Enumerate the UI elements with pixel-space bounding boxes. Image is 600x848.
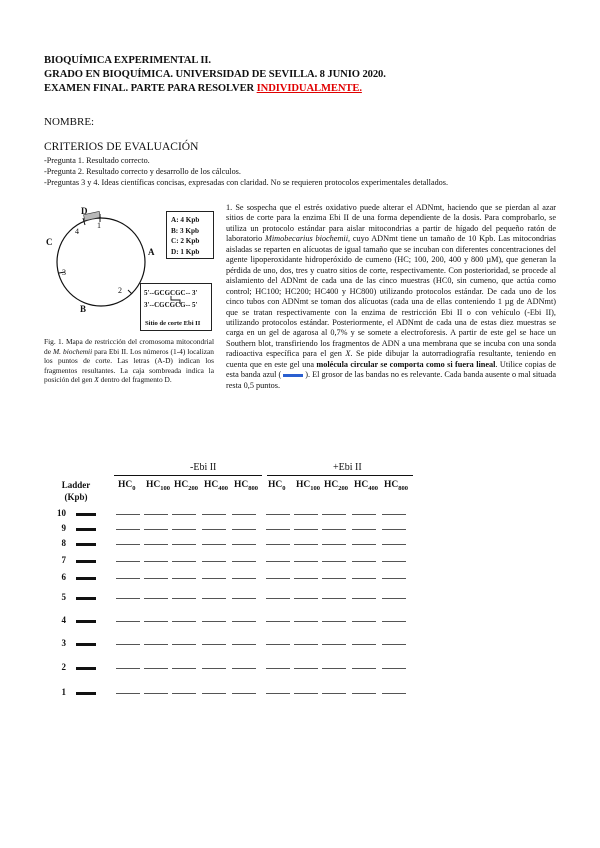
ladder-band	[76, 560, 96, 563]
answer-band-slot[interactable]	[294, 668, 318, 669]
cut-site-box	[140, 283, 212, 331]
ladder-size-label: 7	[61, 555, 66, 565]
cut-mark	[141, 284, 213, 320]
site-number-2: 2	[118, 286, 122, 295]
ladder-band	[76, 577, 96, 580]
question-text: 1. Se sospecha que el estrés oxidativo puede alterar el ADNmt, haciendo que se pierdan al azar sitios de corte para la enzima Ebi II de una forma dependiente de la dosis. Para comprobarlo, se utiliza un protocolo estándar para aislar mitocondrias a partir de hígado del pequeño ratón de laboratorio	[226, 203, 556, 244]
answer-band-slot[interactable]	[382, 693, 406, 694]
lane-header-sub: 800	[398, 484, 408, 492]
answer-band-slot[interactable]	[144, 529, 168, 530]
answer-band-slot[interactable]	[202, 561, 226, 562]
site-number-4: 4	[75, 227, 79, 236]
exam-title-line2: GRADO EN BIOQUÍMICA. UNIVERSIDAD DE SEVILLA. 8 JUNIO 2020.	[44, 69, 386, 80]
fragment-label-b: B	[80, 304, 87, 314]
ladder-band	[76, 528, 96, 531]
fragment-label-d: D	[81, 206, 88, 216]
answer-band-slot[interactable]	[144, 561, 168, 562]
site-label: Sitio de corte Ebi II	[145, 320, 201, 327]
answer-band-slot[interactable]	[116, 693, 140, 694]
answer-band-slot[interactable]	[232, 529, 256, 530]
lane-header	[268, 480, 286, 492]
answer-band-slot[interactable]	[352, 561, 376, 562]
legend-entry: A: 4 Kpb	[171, 216, 200, 224]
answer-band-slot[interactable]	[294, 598, 318, 599]
answer-band-slot[interactable]	[266, 621, 290, 622]
ladder-size-label: 3	[61, 638, 66, 648]
answer-band-slot[interactable]	[352, 514, 376, 515]
lane-header-sub: 0	[132, 484, 136, 492]
ladder-size-label: 9	[61, 523, 66, 533]
answer-band-slot[interactable]	[232, 598, 256, 599]
answer-band-slot[interactable]	[144, 693, 168, 694]
mtdna-circle	[57, 218, 145, 306]
answer-band-slot[interactable]	[172, 621, 196, 622]
answer-band-slot[interactable]	[382, 644, 406, 645]
answer-band-slot[interactable]	[266, 578, 290, 579]
answer-band-slot[interactable]	[116, 598, 140, 599]
answer-band-slot[interactable]	[322, 644, 346, 645]
answer-band-slot[interactable]	[294, 578, 318, 579]
criteria-title: CRITERIOS DE EVALUACIÓN	[44, 141, 199, 153]
answer-band-slot[interactable]	[116, 644, 140, 645]
answer-band-slot[interactable]	[294, 693, 318, 694]
site-sequence-bottom: 3'--CGCGCG-- 5'	[144, 301, 198, 309]
answer-band-slot[interactable]	[144, 644, 168, 645]
answer-band-slot[interactable]	[352, 529, 376, 530]
caption-text: para Ebi II. Los números (1-4) localizan los puntos de corte. Las letras (A-D) indican los fragmentos resultantes. La caja sombreada indica la posición del gen	[44, 346, 215, 385]
answer-band-slot[interactable]	[352, 668, 376, 669]
answer-band-slot[interactable]	[294, 514, 318, 515]
ladder-size-label: 2	[61, 662, 66, 672]
criteria-item: -Preguntas 3 y 4. Ideas científicas concisas, expresadas con claridad. No se requieren protocolos experimentales detallados.	[44, 178, 448, 187]
ladder-header-line: Ladder	[61, 480, 91, 490]
answer-band-slot[interactable]	[172, 693, 196, 694]
answer-band-slot[interactable]	[352, 544, 376, 545]
answer-band-slot[interactable]	[232, 561, 256, 562]
lane-header	[234, 480, 258, 492]
answer-band-slot[interactable]	[172, 598, 196, 599]
lane-header-sub: 100	[160, 484, 170, 492]
answer-band-slot[interactable]	[266, 529, 290, 530]
figure-caption	[44, 337, 214, 385]
caption-gene: X	[94, 375, 99, 385]
answer-band-slot[interactable]	[352, 621, 376, 622]
lane-header	[324, 480, 348, 492]
caption-species: M. biochemii	[53, 346, 93, 356]
answer-band-slot[interactable]	[232, 644, 256, 645]
answer-band-slot[interactable]	[266, 544, 290, 545]
answer-band-slot[interactable]	[294, 644, 318, 645]
answer-band-slot[interactable]	[266, 693, 290, 694]
site-number-3: 3	[62, 268, 66, 277]
criteria-item: -Pregunta 2. Resultado correcto y desarrollo de los cálculos.	[44, 167, 241, 176]
lane-header-base: HC	[296, 480, 311, 490]
exam-title-line3	[44, 82, 362, 96]
answer-band-slot[interactable]	[172, 529, 196, 530]
answer-band-slot[interactable]	[322, 544, 346, 545]
answer-band-slot[interactable]	[202, 693, 226, 694]
ladder-size-label: 1	[61, 687, 66, 697]
answer-band-slot[interactable]	[116, 544, 140, 545]
answer-band-slot[interactable]	[202, 598, 226, 599]
question-bold: molécula circular se comporta como si fuera lineal	[316, 359, 496, 369]
ladder-band	[76, 620, 96, 623]
question-species: Mimobecarius biochemii	[265, 234, 348, 244]
lane-header	[354, 480, 378, 492]
answer-band-slot[interactable]	[116, 621, 140, 622]
question-text: . Se pide dibujar la autorradiografía resultante, teniendo en cuenta que en este gel una	[226, 349, 556, 369]
lane-header	[296, 480, 320, 492]
answer-band-slot[interactable]	[294, 529, 318, 530]
fragment-label-c: C	[46, 237, 53, 247]
answer-band-slot[interactable]	[172, 668, 196, 669]
answer-band-slot[interactable]	[266, 644, 290, 645]
lane-header	[204, 480, 228, 492]
answer-band-slot[interactable]	[232, 544, 256, 545]
answer-band-slot[interactable]	[116, 578, 140, 579]
ladder-band	[76, 667, 96, 670]
answer-band-slot[interactable]	[144, 621, 168, 622]
answer-band-slot[interactable]	[202, 644, 226, 645]
answer-band-slot[interactable]	[202, 668, 226, 669]
answer-band-slot[interactable]	[322, 693, 346, 694]
lane-header-sub: 400	[218, 484, 228, 492]
answer-band-slot[interactable]	[172, 544, 196, 545]
answer-band-slot[interactable]	[382, 668, 406, 669]
site-sequence-top: 5'--GCGCGC-- 3'	[144, 289, 198, 297]
answer-band-slot[interactable]	[382, 561, 406, 562]
criteria-item: -Pregunta 1. Resultado correcto.	[44, 156, 150, 165]
lane-header-base: HC	[384, 480, 399, 490]
answer-band-slot[interactable]	[382, 544, 406, 545]
ladder-header-line: (Kpb)	[64, 492, 88, 502]
ladder-size-label: 4	[61, 615, 66, 625]
site-number-1: 1	[97, 221, 101, 230]
blue-band-sample[interactable]	[283, 374, 303, 377]
answer-band-slot[interactable]	[266, 668, 290, 669]
answer-band-slot[interactable]	[172, 514, 196, 515]
answer-band-slot[interactable]	[144, 514, 168, 515]
answer-band-slot[interactable]	[352, 598, 376, 599]
lane-header-base: HC	[268, 480, 283, 490]
answer-band-slot[interactable]	[202, 578, 226, 579]
answer-band-slot[interactable]	[266, 598, 290, 599]
minus-ebi-rule	[114, 475, 262, 476]
answer-band-slot[interactable]	[144, 668, 168, 669]
answer-band-slot[interactable]	[116, 529, 140, 530]
lane-header-base: HC	[234, 480, 249, 490]
answer-band-slot[interactable]	[294, 561, 318, 562]
lane-header-base: HC	[174, 480, 189, 490]
name-label: NOMBRE:	[44, 116, 95, 128]
ladder-band	[76, 597, 96, 600]
lane-header	[174, 480, 198, 492]
individual-emphasis: INDIVIDUALMENTE.	[256, 83, 362, 94]
answer-band-slot[interactable]	[172, 578, 196, 579]
lane-header-base: HC	[354, 480, 369, 490]
answer-band-slot[interactable]	[266, 561, 290, 562]
plus-ebi-title: +Ebi II	[333, 462, 362, 473]
exam-title-line1: BIOQUÍMICA EXPERIMENTAL II.	[44, 55, 211, 66]
ladder-size-label: 8	[61, 538, 66, 548]
answer-band-slot[interactable]	[322, 621, 346, 622]
caption-text: Fig. 1. Mapa de restricción del cromosoma mitocondrial de	[44, 337, 214, 356]
question-text: . Utilice copias de esta banda azul (	[226, 359, 556, 380]
answer-band-slot[interactable]	[232, 668, 256, 669]
ladder-band	[76, 692, 96, 695]
lane-header	[146, 480, 170, 492]
question-gene: X	[345, 349, 351, 359]
legend-entry: C: 2 Kpb	[171, 237, 200, 245]
answer-band-slot[interactable]	[266, 514, 290, 515]
answer-band-slot[interactable]	[294, 544, 318, 545]
fragment-label-a: A	[148, 247, 155, 257]
lane-header	[118, 480, 136, 492]
lane-header-sub: 400	[368, 484, 378, 492]
answer-band-slot[interactable]	[202, 529, 226, 530]
answer-band-slot[interactable]	[322, 668, 346, 669]
answer-band-slot[interactable]	[232, 514, 256, 515]
lane-header-base: HC	[146, 480, 161, 490]
lane-header-sub: 200	[338, 484, 348, 492]
answer-band-slot[interactable]	[144, 578, 168, 579]
answer-band-slot[interactable]	[352, 644, 376, 645]
answer-band-slot[interactable]	[144, 598, 168, 599]
answer-band-slot[interactable]	[382, 578, 406, 579]
question-text: , cuyo ADNmt tiene un tamaño de 10 Kpb. Las mitocondrias aisladas se reparten en alícuotas de igual tamaño que se incuban con diferentes concentraciones del agente lipoperoxidante hidroperóxido de cumeno (HC; 100, 200, 400 y 800 µM), que generan la pérdida de uno, dos, tres y cuatro sitios de corte, respectivamente. Con posterioridad, se procede al aislamiento del ADNmt de cada una de las cinco muestras (HC0, sin cumeno, que actúa como control; HC100; HC200; HC400 y HC800) utilizando protocolos estándar. De cada uno de los cinco tubos con ADNmt se toman dos alícuotas (cada una de ellas conteniendo 1 µg de ADNmt) que se tratan respectivamente con la enzima de restricción Ebi II o con vehículo (-Ebi II), utilizando protocolos estándar. Posteriormente, el ADNmt de cada una de estas diez muestras se carga en un gel de agarosa al 0,7% y se somete a electroforesis. A partir de este gel se hace un Southern blot, transfiriendo los fragmentos de ADN a una membrana que se incuba con una sonda radioactiva específica para el gen	[226, 234, 556, 359]
answer-band-slot[interactable]	[202, 544, 226, 545]
answer-band-slot[interactable]	[322, 514, 346, 515]
answer-band-slot[interactable]	[232, 578, 256, 579]
answer-band-slot[interactable]	[116, 668, 140, 669]
answer-band-slot[interactable]	[352, 578, 376, 579]
answer-band-slot[interactable]	[232, 621, 256, 622]
answer-band-slot[interactable]	[172, 561, 196, 562]
lane-header-sub: 0	[282, 484, 286, 492]
answer-band-slot[interactable]	[294, 621, 318, 622]
ladder-band	[76, 643, 96, 646]
answer-band-slot[interactable]	[382, 621, 406, 622]
minus-ebi-title: -Ebi II	[190, 462, 217, 473]
legend-entry: B: 3 Kpb	[171, 226, 199, 235]
answer-band-slot[interactable]	[144, 544, 168, 545]
ladder-band	[76, 513, 96, 516]
lane-header-sub: 800	[248, 484, 258, 492]
lane-header-sub: 200	[188, 484, 198, 492]
answer-band-slot[interactable]	[382, 598, 406, 599]
question-text: ). El grosor de las bandas no es relevante. Cada banda ausente o mal situada resta 0,5 puntos.	[226, 370, 556, 390]
answer-band-slot[interactable]	[322, 578, 346, 579]
caption-text: dentro del fragmento D.	[98, 375, 172, 385]
lane-header-base: HC	[324, 480, 339, 490]
answer-band-slot[interactable]	[232, 693, 256, 694]
answer-band-slot[interactable]	[202, 621, 226, 622]
question-1-text	[226, 203, 556, 391]
answer-band-slot[interactable]	[202, 514, 226, 515]
answer-band-slot[interactable]	[116, 514, 140, 515]
answer-band-slot[interactable]	[172, 644, 196, 645]
ladder-band	[76, 543, 96, 546]
ladder-size-label: 5	[61, 592, 66, 602]
ladder-header	[55, 479, 97, 503]
answer-band-slot[interactable]	[382, 514, 406, 515]
exam-title-line3-prefix: EXAMEN FINAL. PARTE PARA RESOLVER	[44, 83, 257, 94]
legend-entry: D: 1 Kpb	[171, 247, 200, 256]
answer-band-slot[interactable]	[322, 598, 346, 599]
lane-header-base: HC	[118, 480, 133, 490]
plus-ebi-rule	[267, 475, 413, 476]
ladder-size-label: 10	[57, 508, 66, 518]
lane-header-base: HC	[204, 480, 219, 490]
cut-site-tick	[128, 290, 132, 294]
answer-band-slot[interactable]	[322, 529, 346, 530]
fragment-size-legend	[166, 211, 214, 259]
answer-band-slot[interactable]	[322, 561, 346, 562]
lane-header-sub: 100	[310, 484, 320, 492]
answer-band-slot[interactable]	[116, 561, 140, 562]
answer-band-slot[interactable]	[352, 693, 376, 694]
lane-header	[384, 480, 408, 492]
answer-band-slot[interactable]	[382, 529, 406, 530]
ladder-size-label: 6	[61, 572, 66, 582]
